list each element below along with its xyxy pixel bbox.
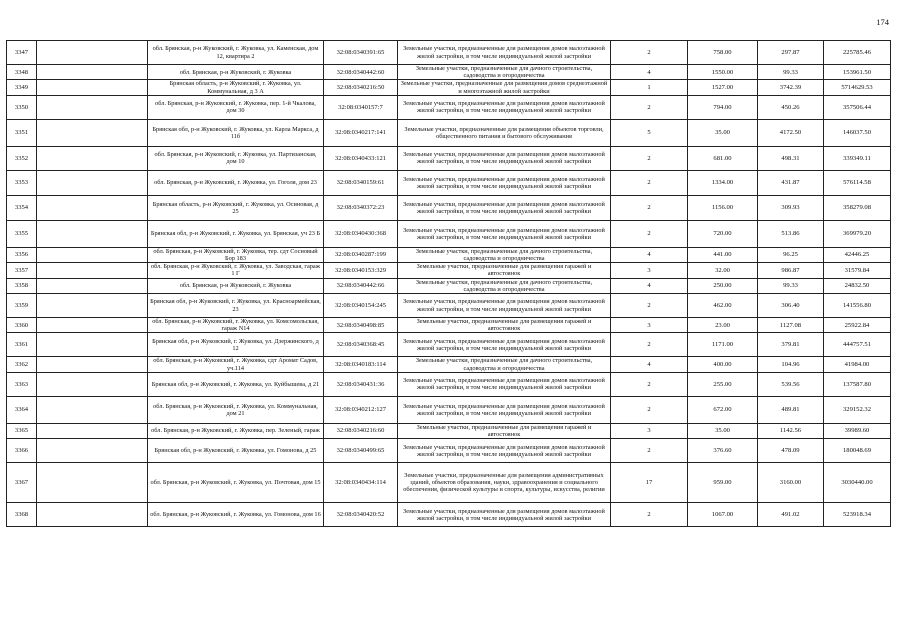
cadastral-value-cell: 444757.51	[824, 333, 891, 357]
spacer-cell	[37, 80, 148, 95]
row-number: 3366	[7, 439, 37, 463]
cadastral-number-cell: 32:08:0340183:114	[324, 357, 398, 372]
specific-value-cell: 539.56	[758, 372, 824, 396]
cadastral-number-cell: 32:08:0340153:329	[324, 263, 398, 278]
specific-value-cell: 513.86	[758, 220, 824, 247]
area-cell: 255.00	[688, 372, 758, 396]
land-use-cell: Земельные участки, предназначенные для размещения гаражей и автостоянок	[398, 263, 611, 278]
specific-value-cell: 306.40	[758, 294, 824, 318]
address-cell: Брянская обл, р-н Жуковский, г. Жуковка, ул. Куйбышева, д 21	[148, 372, 324, 396]
table-row	[7, 65, 891, 80]
cadastral-number-cell: 32:08:0340499:65	[324, 439, 398, 463]
table-row	[7, 439, 891, 463]
specific-value-cell: 99.33	[758, 65, 824, 80]
group-cell: 2	[611, 95, 688, 119]
row-number: 3365	[7, 423, 37, 438]
table-row	[7, 357, 891, 372]
cadastral-value-cell: 137587.80	[824, 372, 891, 396]
address-cell: обл. Брянская, р-н Жуковский, г. Жуковка, ул. Почтовая, дом 15	[148, 463, 324, 503]
specific-value-cell: 96.25	[758, 247, 824, 262]
table-row	[7, 294, 891, 318]
row-number: 3361	[7, 333, 37, 357]
group-cell: 1	[611, 80, 688, 95]
cadastral-value-cell: 153961.50	[824, 65, 891, 80]
cadastral-number-cell: 32:08:0340442:66	[324, 278, 398, 293]
land-use-cell: Земельные участки, предназначенные для дачного строительства, садоводства и огородничества	[398, 247, 611, 262]
specific-value-cell: 104.96	[758, 357, 824, 372]
specific-value-cell: 3160.00	[758, 463, 824, 503]
address-cell: обл. Брянская, р-н Жуковский, г. Жуковка	[148, 65, 324, 80]
land-use-cell: Земельные участки, предназначенные для размещения домов малоэтажной жилой застройки, в том числе индивидуальной жилой застройки	[398, 95, 611, 119]
area-cell: 23.00	[688, 318, 758, 333]
area-cell: 1171.00	[688, 333, 758, 357]
spacer-cell	[37, 263, 148, 278]
area-cell: 250.00	[688, 278, 758, 293]
land-use-cell: Земельные участки, предназначенные для дачного строительства, садоводства и огородничества	[398, 357, 611, 372]
page-number: 174	[876, 17, 889, 27]
group-cell: 4	[611, 278, 688, 293]
cadastral-number-cell: 32:08:0340157:7	[324, 95, 398, 119]
land-use-cell: Земельные участки, предназначенные для размещения объектов торговли, общественного питания и бытового обслуживания	[398, 119, 611, 146]
spacer-cell	[37, 423, 148, 438]
cadastral-value-cell: 141556.80	[824, 294, 891, 318]
address-cell: обл. Брянская, р-н Жуковский, г. Жуковка, ул. Гоголя, дом 23	[148, 170, 324, 195]
spacer-cell	[37, 119, 148, 146]
table-row	[7, 396, 891, 423]
group-cell: 17	[611, 463, 688, 503]
spacer-cell	[37, 170, 148, 195]
cadastral-value-cell: 25922.84	[824, 318, 891, 333]
cadastral-value-cell: 369979.20	[824, 220, 891, 247]
cadastral-number-cell: 32:08:0340217:141	[324, 119, 398, 146]
cadastral-value-cell: 329152.32	[824, 396, 891, 423]
cadastral-value-cell: 5714629.53	[824, 80, 891, 95]
area-cell: 1156.00	[688, 195, 758, 220]
cadastral-number-cell: 32:08:0340159:61	[324, 170, 398, 195]
address-cell: Брянская область, р-н Жуковский, г. Жуковка, ул. Осиновая, д 25	[148, 195, 324, 220]
area-cell: 1334.00	[688, 170, 758, 195]
land-use-cell: Земельные участки, предназначенные для размещения гаражей и автостоянок	[398, 423, 611, 438]
spacer-cell	[37, 318, 148, 333]
address-cell: Брянская обл, р-н Жуковский, г. Жуковка, ул. Карла Маркса, д 11б	[148, 119, 324, 146]
group-cell: 2	[611, 195, 688, 220]
address-cell: обл. Брянская, р-н Жуковский, г. Жуковка, сдт Аромат Садов, уч.114	[148, 357, 324, 372]
table-row	[7, 503, 891, 527]
cadastral-number-cell: 32:08:0340442:60	[324, 65, 398, 80]
land-use-cell: Земельные участки, предназначенные для размещения домов малоэтажной жилой застройки, в том числе индивидуальной жилой застройки	[398, 333, 611, 357]
table-row	[7, 333, 891, 357]
area-cell: 32.00	[688, 263, 758, 278]
group-cell: 4	[611, 65, 688, 80]
group-cell: 2	[611, 439, 688, 463]
group-cell: 2	[611, 170, 688, 195]
address-cell: Брянская область, р-н Жуковский, г. Жуковка, ул. Коммунальная, д 3 А	[148, 80, 324, 95]
table-row	[7, 195, 891, 220]
area-cell: 758.00	[688, 41, 758, 65]
area-cell: 35.00	[688, 119, 758, 146]
specific-value-cell: 297.87	[758, 41, 824, 65]
specific-value-cell: 99.33	[758, 278, 824, 293]
area-cell: 400.00	[688, 357, 758, 372]
cadastral-number-cell: 32:08:0340433:121	[324, 146, 398, 170]
table-row	[7, 278, 891, 293]
specific-value-cell: 491.02	[758, 503, 824, 527]
spacer-cell	[37, 146, 148, 170]
spacer-cell	[37, 41, 148, 65]
address-cell: Брянская обл, р-н Жуковский, г. Жуковка, ул. Гомонова, д 25	[148, 439, 324, 463]
area-cell: 672.00	[688, 396, 758, 423]
area-cell: 1550.00	[688, 65, 758, 80]
specific-value-cell: 1127.08	[758, 318, 824, 333]
cadastral-number-cell: 32:08:0340216:50	[324, 80, 398, 95]
spacer-cell	[37, 294, 148, 318]
spacer-cell	[37, 65, 148, 80]
area-cell: 376.60	[688, 439, 758, 463]
land-use-cell: Земельные участки, предназначенные для дачного строительства, садоводства и огородничества	[398, 65, 611, 80]
group-cell: 3	[611, 263, 688, 278]
cadastral-number-cell: 32:08:0340420:52	[324, 503, 398, 527]
row-number: 3368	[7, 503, 37, 527]
table-row	[7, 170, 891, 195]
row-number: 3358	[7, 278, 37, 293]
cadastral-value-cell: 42446.25	[824, 247, 891, 262]
land-use-cell: Земельные участки, предназначенные для размещения домов малоэтажной жилой застройки, в том числе индивидуальной жилой застройки	[398, 294, 611, 318]
group-cell: 2	[611, 41, 688, 65]
cadastral-value-cell: 146037.50	[824, 119, 891, 146]
cadastral-number-cell: 32:08:0340431:36	[324, 372, 398, 396]
spacer-cell	[37, 247, 148, 262]
area-cell: 681.00	[688, 146, 758, 170]
row-number: 3350	[7, 95, 37, 119]
spacer-cell	[37, 396, 148, 423]
address-cell: обл. Брянская, р-н Жуковский, г. Жуковка, ул. Гомонова, дом 16	[148, 503, 324, 527]
table-row	[7, 247, 891, 262]
spacer-cell	[37, 503, 148, 527]
cadastral-number-cell: 32:08:0340434:114	[324, 463, 398, 503]
cadastral-value-cell: 41984.00	[824, 357, 891, 372]
address-cell: обл. Брянская, р-н Жуковский, г. Жуковка, тер. сдт Сосновый Бор 183	[148, 247, 324, 262]
address-cell: обл. Брянская, р-н Жуковский, г. Жуковка, пер. 1-й Чкалова, дом 30	[148, 95, 324, 119]
cadastral-value-cell: 357506.44	[824, 95, 891, 119]
row-number: 3359	[7, 294, 37, 318]
cadastral-value-cell: 3030440.00	[824, 463, 891, 503]
table-body	[7, 41, 891, 527]
table-row	[7, 95, 891, 119]
cadastral-value-cell: 523918.34	[824, 503, 891, 527]
cadastral-number-cell: 32:08:0340154:245	[324, 294, 398, 318]
spacer-cell	[37, 278, 148, 293]
address-cell: обл. Брянская, р-н Жуковский, г. Жуковка, ул. Коммунальная, дом 21	[148, 396, 324, 423]
specific-value-cell: 450.26	[758, 95, 824, 119]
group-cell: 3	[611, 318, 688, 333]
row-number: 3353	[7, 170, 37, 195]
address-cell: Брянская обл, р-н Жуковский, г. Жуковка, ул. Дзержинского, д 12	[148, 333, 324, 357]
group-cell: 2	[611, 146, 688, 170]
address-cell: Брянская обл, р-н Жуковский, г. Жуковка, ул. Красноармейская, 23	[148, 294, 324, 318]
area-cell: 441.00	[688, 247, 758, 262]
land-use-cell: Земельные участки, предназначенные для размещения домов малоэтажной жилой застройки, в том числе индивидуальной жилой застройки	[398, 146, 611, 170]
area-cell: 35.00	[688, 423, 758, 438]
specific-value-cell: 498.31	[758, 146, 824, 170]
table-row	[7, 146, 891, 170]
specific-value-cell: 379.81	[758, 333, 824, 357]
group-cell: 2	[611, 372, 688, 396]
group-cell: 2	[611, 220, 688, 247]
cadastral-number-cell: 32:08:0340368:45	[324, 333, 398, 357]
specific-value-cell: 489.81	[758, 396, 824, 423]
specific-value-cell: 3742.39	[758, 80, 824, 95]
row-number: 3364	[7, 396, 37, 423]
specific-value-cell: 1142.56	[758, 423, 824, 438]
group-cell: 2	[611, 333, 688, 357]
cadastral-value-cell: 225785.46	[824, 41, 891, 65]
land-use-cell: Земельные участки, предназначенные для размещения домов среднеэтажной и многоэтажной жилой застройки	[398, 80, 611, 95]
table-row	[7, 119, 891, 146]
table-row	[7, 220, 891, 247]
group-cell: 3	[611, 423, 688, 438]
area-cell: 1067.00	[688, 503, 758, 527]
group-cell: 2	[611, 503, 688, 527]
row-number: 3363	[7, 372, 37, 396]
address-cell: Брянская обл, р-н Жуковский, г. Жуковка, ул. Брянская, уч 23 Б	[148, 220, 324, 247]
spacer-cell	[37, 372, 148, 396]
address-cell: обл. Брянская, р-н Жуковский, г. Жуковка, ул. Заводская, гараж 1 Г	[148, 263, 324, 278]
specific-value-cell: 4172.50	[758, 119, 824, 146]
address-cell: обл. Брянская, р-н Жуковский, г. Жуковка	[148, 278, 324, 293]
land-use-cell: Земельные участки, предназначенные для размещения домов малоэтажной жилой застройки, в том числе индивидуальной жилой застройки	[398, 220, 611, 247]
group-cell: 4	[611, 247, 688, 262]
land-use-cell: Земельные участки, предназначенные для размещения домов малоэтажной жилой застройки, в том числе индивидуальной жилой застройки	[398, 41, 611, 65]
land-use-cell: Земельные участки, предназначенные для размещения домов малоэтажной жилой застройки, в том числе индивидуальной жилой застройки	[398, 195, 611, 220]
spacer-cell	[37, 195, 148, 220]
land-use-cell: Земельные участки, предназначенные для дачного строительства, садоводства и огородничества	[398, 278, 611, 293]
land-use-cell: Земельные участки, предназначенные для размещения домов малоэтажной жилой застройки, в том числе индивидуальной жилой застройки	[398, 372, 611, 396]
land-use-cell: Земельные участки, предназначенные для размещения домов малоэтажной жилой застройки, в том числе индивидуальной жилой застройки	[398, 503, 611, 527]
cadastral-value-cell: 576114.58	[824, 170, 891, 195]
cadastral-number-cell: 32:08:0340430:368	[324, 220, 398, 247]
cadastral-number-cell: 32:08:0340372:23	[324, 195, 398, 220]
land-use-cell: Земельные участки, предназначенные для размещения домов малоэтажной жилой застройки, в том числе индивидуальной жилой застройки	[398, 396, 611, 423]
cadastral-number-cell: 32:08:0340216:60	[324, 423, 398, 438]
group-cell: 2	[611, 396, 688, 423]
spacer-cell	[37, 220, 148, 247]
address-cell: обл. Брянская, р-н Жуковский, г. Жуковка, ул. Каменская, дом 12, квартира 2	[148, 41, 324, 65]
specific-value-cell: 986.87	[758, 263, 824, 278]
spacer-cell	[37, 357, 148, 372]
row-number: 3348	[7, 65, 37, 80]
cadastral-value-cell: 31579.84	[824, 263, 891, 278]
address-cell: обл. Брянская, р-н Жуковский, г. Жуковка, ул. Партизанская, дом 10	[148, 146, 324, 170]
row-number: 3352	[7, 146, 37, 170]
row-number: 3356	[7, 247, 37, 262]
row-number: 3357	[7, 263, 37, 278]
group-cell: 4	[611, 357, 688, 372]
table-row	[7, 423, 891, 438]
cadastral-number-cell: 32:08:0340498:85	[324, 318, 398, 333]
row-number: 3362	[7, 357, 37, 372]
spacer-cell	[37, 95, 148, 119]
spacer-cell	[37, 439, 148, 463]
area-cell: 1527.00	[688, 80, 758, 95]
cadastral-value-cell: 180048.69	[824, 439, 891, 463]
group-cell: 2	[611, 294, 688, 318]
group-cell: 5	[611, 119, 688, 146]
area-cell: 720.00	[688, 220, 758, 247]
address-cell: обл. Брянская, р-н Жуковский, г. Жуковка, ул. Комсомольская, гараж N14	[148, 318, 324, 333]
cadastral-number-cell: 32:08:0340212:127	[324, 396, 398, 423]
table-row	[7, 463, 891, 503]
row-number: 3347	[7, 41, 37, 65]
table-row	[7, 80, 891, 95]
specific-value-cell: 431.87	[758, 170, 824, 195]
area-cell: 959.00	[688, 463, 758, 503]
area-cell: 462.00	[688, 294, 758, 318]
specific-value-cell: 478.09	[758, 439, 824, 463]
table-row	[7, 263, 891, 278]
address-cell: обл. Брянская, р-н Жуковский, г. Жуковка, пер. Зеленый, гараж	[148, 423, 324, 438]
table-row	[7, 318, 891, 333]
cadastral-number-cell: 32:08:0340287:199	[324, 247, 398, 262]
area-cell: 794.00	[688, 95, 758, 119]
row-number: 3360	[7, 318, 37, 333]
row-number: 3354	[7, 195, 37, 220]
land-use-cell: Земельные участки, предназначенные для размещения домов малоэтажной жилой застройки, в том числе индивидуальной жилой застройки	[398, 439, 611, 463]
spacer-cell	[37, 463, 148, 503]
row-number: 3351	[7, 119, 37, 146]
spacer-cell	[37, 333, 148, 357]
row-number: 3355	[7, 220, 37, 247]
cadastral-value-cell: 358279.08	[824, 195, 891, 220]
land-use-cell: Земельные участки, предназначенные для размещения административных зданий, объектов образования, науки, здравоохранения и социального обеспечения, физической культуры и спорта, культуры, искусства, религии	[398, 463, 611, 503]
row-number: 3367	[7, 463, 37, 503]
land-use-cell: Земельные участки, предназначенные для размещения гаражей и автостоянок	[398, 318, 611, 333]
cadastral-value-cell: 24832.50	[824, 278, 891, 293]
cadastral-number-cell: 32:08:0340391:65	[324, 41, 398, 65]
land-use-cell: Земельные участки, предназначенные для размещения домов малоэтажной жилой застройки, в том числе индивидуальной жилой застройки	[398, 170, 611, 195]
cadastral-value-cell: 39989.60	[824, 423, 891, 438]
cadastral-value-table	[6, 40, 891, 527]
table-row	[7, 372, 891, 396]
row-number: 3349	[7, 80, 37, 95]
cadastral-value-cell: 339349.11	[824, 146, 891, 170]
table-row	[7, 41, 891, 65]
specific-value-cell: 309.93	[758, 195, 824, 220]
